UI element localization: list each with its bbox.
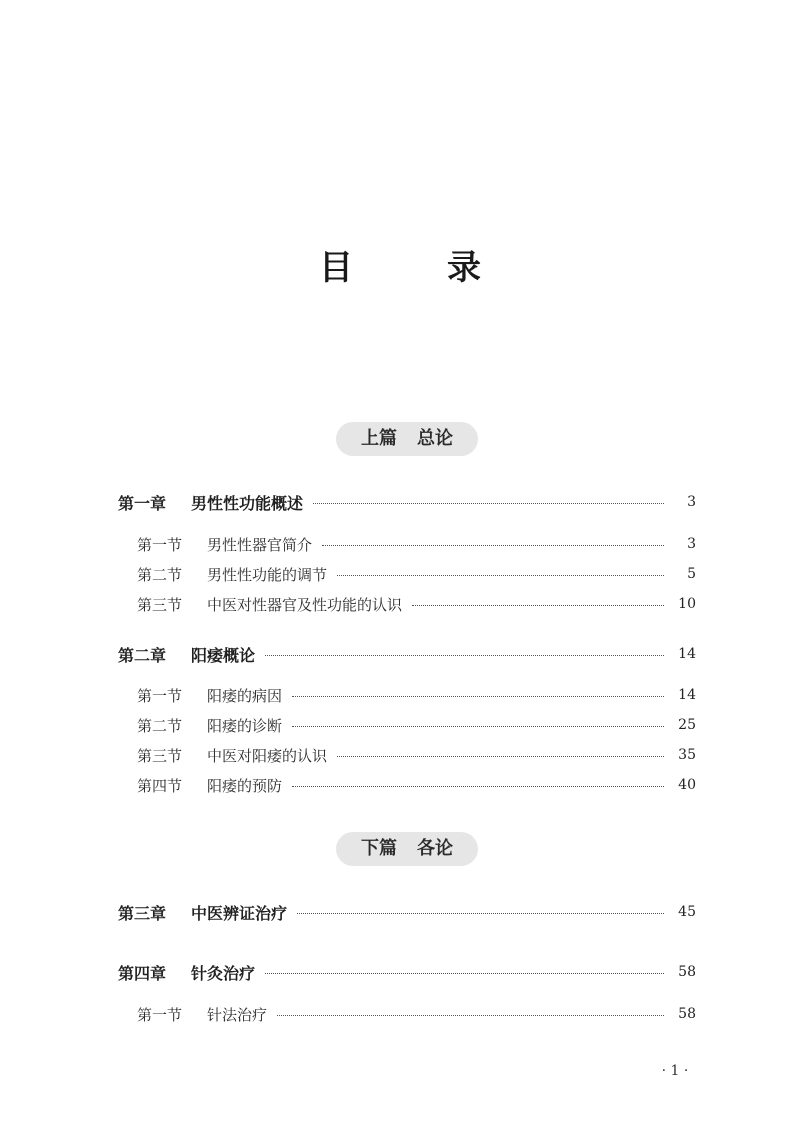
- dot-leader: [292, 726, 664, 727]
- page-number: 25: [678, 717, 696, 733]
- dot-leader: [292, 696, 664, 697]
- part-label: 下篇: [361, 838, 397, 859]
- toc-section-entry[interactable]: [137, 744, 696, 766]
- chapter-title: 针灸治疗: [191, 963, 256, 983]
- toc-section-entry[interactable]: [137, 533, 696, 555]
- dot-leader: [322, 545, 664, 546]
- section-title: 中医对性器官及性功能的认识: [207, 595, 403, 614]
- section-number: 第四节: [137, 776, 183, 795]
- page-title: 目 录: [319, 248, 511, 288]
- page-number: 10: [678, 596, 696, 612]
- page-number: 58: [678, 1006, 696, 1022]
- page-number: 3: [687, 494, 696, 510]
- dot-leader: [337, 756, 664, 757]
- chapter-number: 第三章: [118, 903, 167, 923]
- page-number: 5: [687, 566, 696, 582]
- page-number: 45: [678, 904, 696, 920]
- chapter-title: 阳痿概论: [191, 645, 256, 665]
- dot-leader: [292, 786, 664, 787]
- toc-section-entry[interactable]: [137, 714, 696, 736]
- page-number: 14: [678, 687, 696, 703]
- toc-section-entry[interactable]: [137, 593, 696, 615]
- page-number: 40: [678, 777, 696, 793]
- section-title: 针法治疗: [207, 1005, 268, 1024]
- dot-leader: [313, 503, 664, 504]
- section-number: 第二节: [137, 565, 183, 584]
- page-number: 14: [678, 646, 696, 662]
- dot-leader: [265, 655, 664, 656]
- section-title: 阳痿的病因: [207, 686, 283, 705]
- part-label: 上篇: [361, 428, 397, 449]
- section-number: 第一节: [137, 1005, 183, 1024]
- part-name: 总论: [417, 428, 453, 449]
- section-number: 第一节: [137, 535, 183, 554]
- page-number: 35: [678, 747, 696, 763]
- chapter-number: 第二章: [118, 645, 167, 665]
- chapter-title: 中医辨证治疗: [191, 903, 288, 923]
- section-title: 阳痿的预防: [207, 776, 283, 795]
- toc-section-entry[interactable]: [137, 774, 696, 796]
- section-title: 中医对阳痿的认识: [207, 746, 328, 765]
- chapter-number: 第一章: [118, 493, 167, 513]
- part-name: 各论: [417, 838, 453, 859]
- toc-chapter-entry[interactable]: [118, 901, 696, 923]
- section-number: 第三节: [137, 746, 183, 765]
- dot-leader: [277, 1015, 664, 1016]
- part-header-upper: [336, 422, 478, 456]
- toc-chapter-entry[interactable]: [118, 491, 696, 513]
- section-number: 第二节: [137, 716, 183, 735]
- toc-chapter-entry[interactable]: [118, 961, 696, 983]
- chapter-title: 男性性功能概述: [191, 493, 304, 513]
- section-title: 男性性器官简介: [207, 535, 313, 554]
- dot-leader: [265, 973, 664, 974]
- section-number: 第一节: [137, 686, 183, 705]
- section-number: 第三节: [137, 595, 183, 614]
- chapter-number: 第四章: [118, 963, 167, 983]
- toc-section-entry[interactable]: [137, 684, 696, 706]
- toc-section-entry[interactable]: [137, 1003, 696, 1025]
- toc-section-entry[interactable]: [137, 563, 696, 585]
- page-number: 3: [687, 536, 696, 552]
- dot-leader: [337, 575, 664, 576]
- section-title: 阳痿的诊断: [207, 716, 283, 735]
- dot-leader: [412, 605, 664, 606]
- page-number: 58: [678, 964, 696, 980]
- dot-leader: [297, 913, 664, 914]
- toc-chapter-entry[interactable]: [118, 643, 696, 665]
- page-footer-number: · 1 ·: [661, 1063, 689, 1079]
- part-header-lower: [336, 832, 478, 866]
- section-title: 男性性功能的调节: [207, 565, 328, 584]
